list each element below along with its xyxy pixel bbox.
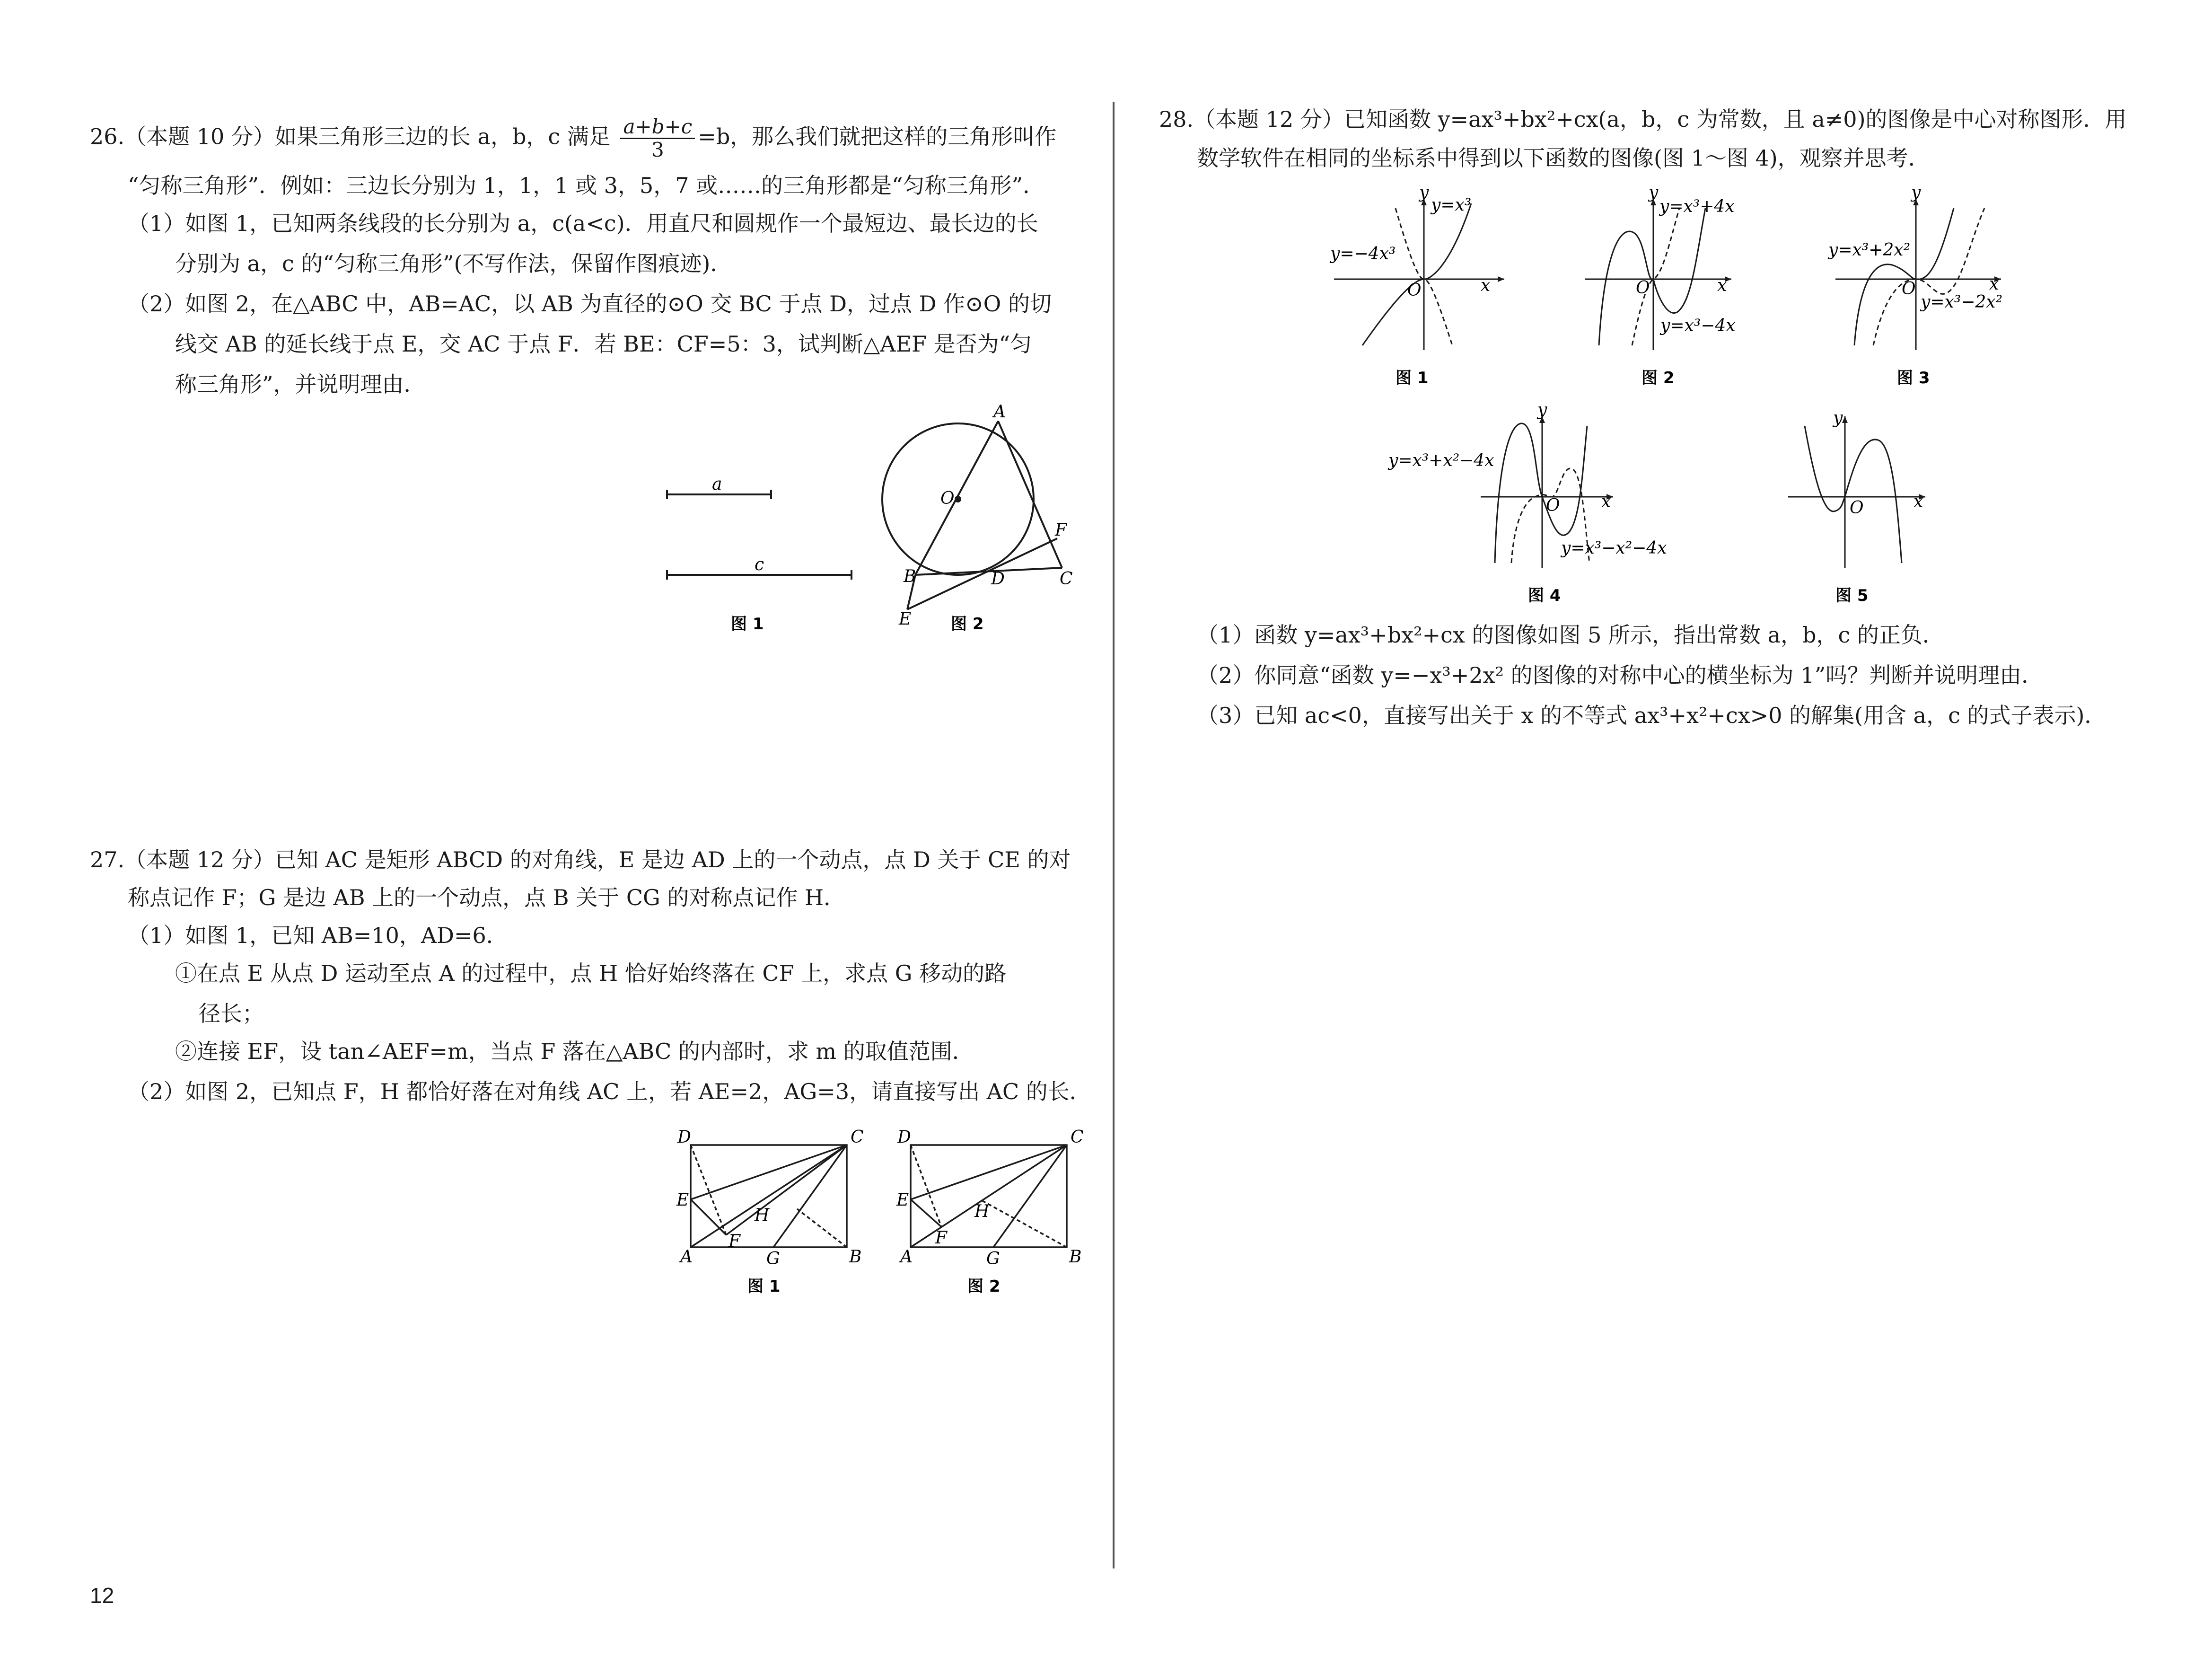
label-d: D bbox=[991, 569, 1005, 589]
axis-x-label: x bbox=[1601, 492, 1611, 511]
q27-fig1-caption: 图 1 bbox=[747, 1277, 781, 1296]
origin-label: O bbox=[1850, 498, 1864, 518]
page-number: 12 bbox=[90, 1583, 114, 1608]
curve-dashed bbox=[1873, 208, 1984, 345]
label-b: B bbox=[1069, 1247, 1082, 1267]
axis-x-label: x bbox=[1717, 276, 1727, 295]
graph-1-caption: 图 1 bbox=[1396, 369, 1429, 388]
axis-y-label: y bbox=[1537, 400, 1547, 420]
q27-fig2-caption: 图 2 bbox=[967, 1277, 1001, 1296]
label-f: F bbox=[935, 1228, 947, 1248]
q27-part1: （1）如图 1，已知 AB=10，AD=6． bbox=[128, 923, 508, 948]
q28-graph-5 bbox=[1779, 407, 1940, 615]
axis-x-label: x bbox=[1914, 492, 1923, 511]
q27-figure-2 bbox=[892, 1126, 1084, 1296]
q28-graph-1 bbox=[1325, 183, 1523, 397]
q28-part3: （3）已知 ac<0，直接写出关于 x 的不等式 ax³+x²+cx>0 的解集(用含 a，c 的式子表示)． bbox=[1197, 703, 2107, 728]
label-f: F bbox=[1055, 520, 1067, 540]
curve-solid-label: y=x³−4x bbox=[1660, 316, 1736, 335]
column-divider bbox=[1113, 102, 1115, 1568]
q26-part2-line2: 线交 AB 的延长线于点 E，交 AC 于点 F．若 BE：CF=5：3，试判断△AEF 是否为“匀 bbox=[175, 331, 1032, 357]
q26-line2: “匀称三角形”．例如：三边长分别为 1，1，1 或 3，5，7 或……的三角形都是“匀称三角形”． bbox=[128, 173, 1045, 198]
axis-y-label: y bbox=[1911, 183, 1921, 202]
axis-y-label: y bbox=[1833, 408, 1843, 428]
q27-part2: （2）如图 2，已知点 F，H 都恰好落在对角线 AC 上，若 AE=2，AG=3，请直接写出 AC 的长． bbox=[128, 1079, 1091, 1104]
label-f: F bbox=[729, 1232, 740, 1251]
label-e: E bbox=[899, 609, 912, 629]
label-h: H bbox=[755, 1206, 770, 1225]
graph-3-caption: 图 3 bbox=[1897, 369, 1930, 388]
q26-fraction: $\frac{a+b+c}{3}$ bbox=[620, 116, 695, 161]
label-a: A bbox=[993, 402, 1006, 422]
q28-part1: （1）函数 y=ax³+bx²+cx 的图像如图 5 所示，指出常数 a，b，c 的正负． bbox=[1197, 622, 1944, 648]
curve-dashed-label: y=x³−x²−4x bbox=[1561, 538, 1667, 558]
q26-part2-line1: （2）如图 2，在△ABC 中，AB=AC，以 AB 为直径的⊙O 交 BC 于点 D，过点 D 作⊙O 的切 bbox=[128, 291, 1052, 317]
origin-label: O bbox=[1407, 281, 1422, 300]
q28-line2: 数学软件在相同的坐标系中得到以下函数的图像(图 1～图 4)，观察并思考． bbox=[1197, 145, 1930, 171]
q27-sub1-line1: ①在点 E 从点 D 运动至点 A 的过程中，点 H 恰好始终落在 CF 上，求点 G 移动的路 bbox=[175, 960, 1007, 986]
q28-line1: 28.（本题 12 分）已知函数 y=ax³+bx²+cx(a，b，c 为常数，且 a≠0)的图像是中心对称图形．用 bbox=[1159, 106, 2127, 132]
graph-4-caption: 图 4 bbox=[1528, 586, 1561, 605]
curve-solid bbox=[1805, 426, 1902, 563]
q28-graph-3 bbox=[1826, 183, 2025, 397]
axis-x-label: x bbox=[1481, 276, 1491, 295]
axis-y-label: y bbox=[1419, 183, 1429, 202]
curve-dashed-label: y=x³+4x bbox=[1659, 197, 1735, 216]
curve-solid-label: y=x³+2x² bbox=[1828, 240, 1911, 260]
axis-y-label: y bbox=[1649, 183, 1659, 202]
label-e: E bbox=[676, 1190, 689, 1210]
label-h: H bbox=[974, 1202, 990, 1221]
segment-a-label: a bbox=[712, 475, 722, 494]
label-g: G bbox=[766, 1249, 780, 1269]
q28-graph-2 bbox=[1575, 183, 1774, 397]
curve-solid-label: y=x³+x²−4x bbox=[1388, 451, 1494, 470]
q26-part1-line1: （1）如图 1，已知两条线段的长分别为 a，c(a<c)．用直尺和圆规作一个最短边、最长边的长 bbox=[128, 211, 1038, 236]
label-c: C bbox=[851, 1128, 864, 1147]
segment-ac bbox=[998, 421, 1062, 568]
q27-sub2: ②连接 EF，设 tan∠AEF=m，当点 F 落在△ABC 的内部时，求 m 的取值范围． bbox=[175, 1039, 974, 1064]
curve-dashed-label: y=x³−2x² bbox=[1921, 292, 2003, 312]
axis-x-label: x bbox=[1989, 274, 1999, 294]
q26-part2-line3: 称三角形”，并说明理由． bbox=[175, 371, 426, 397]
q27-line1: 27.（本题 12 分）已知 AC 是矩形 ABCD 的对角线，E 是边 AD 上的一个动点，点 D 关于 CE 的对 bbox=[90, 847, 1071, 872]
graph-2-caption: 图 2 bbox=[1641, 369, 1675, 388]
curve-solid bbox=[1362, 203, 1471, 345]
origin-label: O bbox=[1636, 278, 1650, 298]
label-b: B bbox=[849, 1247, 862, 1267]
q26-figure-1 bbox=[662, 473, 861, 643]
curve-solid bbox=[1854, 208, 1954, 345]
q26-line1: 26.（本题 10 分）如果三角形三边的长 a，b，c 满足 $\frac{a+b+c}{3}$ =b，那么我们就把这样的三角形叫作 bbox=[90, 115, 1057, 161]
label-c: C bbox=[1060, 569, 1073, 589]
label-d: D bbox=[897, 1128, 911, 1147]
q27-figure-1 bbox=[672, 1126, 864, 1296]
label-b: B bbox=[904, 567, 916, 586]
origin-label: O bbox=[1546, 496, 1560, 515]
label-c: C bbox=[1071, 1128, 1084, 1147]
label-a: A bbox=[680, 1247, 693, 1267]
diagonal-ac bbox=[911, 1145, 1067, 1247]
graph-5-caption: 图 5 bbox=[1835, 586, 1869, 605]
label-d: D bbox=[677, 1128, 691, 1147]
q27-line2: 称点记作 F；G 是边 AB 上的一个动点，点 B 关于 CG 的对称点记作 H． bbox=[128, 885, 846, 910]
origin-label: O bbox=[1902, 279, 1916, 299]
center-o bbox=[955, 496, 961, 502]
label-a: A bbox=[900, 1247, 913, 1267]
label-g: G bbox=[986, 1249, 1000, 1269]
curve-solid-label: y=x³ bbox=[1431, 195, 1472, 215]
q26-fig1-caption: 图 1 bbox=[731, 615, 764, 634]
q28-part2: （2）你同意“函数 y=−x³+2x² 的图像的对称中心的横坐标为 1”吗？判断并说明理由． bbox=[1197, 662, 2044, 688]
label-e: E bbox=[896, 1190, 909, 1210]
q26-figure-2 bbox=[880, 402, 1097, 643]
q28-graph-4 bbox=[1386, 400, 1667, 615]
q26-fig2-caption: 图 2 bbox=[951, 615, 984, 634]
diagonal-ac bbox=[691, 1145, 847, 1247]
segment-c-label: c bbox=[755, 555, 764, 574]
label-o: O bbox=[940, 489, 955, 508]
curve-dashed-label: y=−4x³ bbox=[1330, 244, 1396, 264]
q26-part1-line2: 分别为 a，c 的“匀称三角形”(不写作法，保留作图痕迹)． bbox=[175, 251, 732, 276]
q27-sub1-line2: 径长； bbox=[199, 1001, 264, 1026]
